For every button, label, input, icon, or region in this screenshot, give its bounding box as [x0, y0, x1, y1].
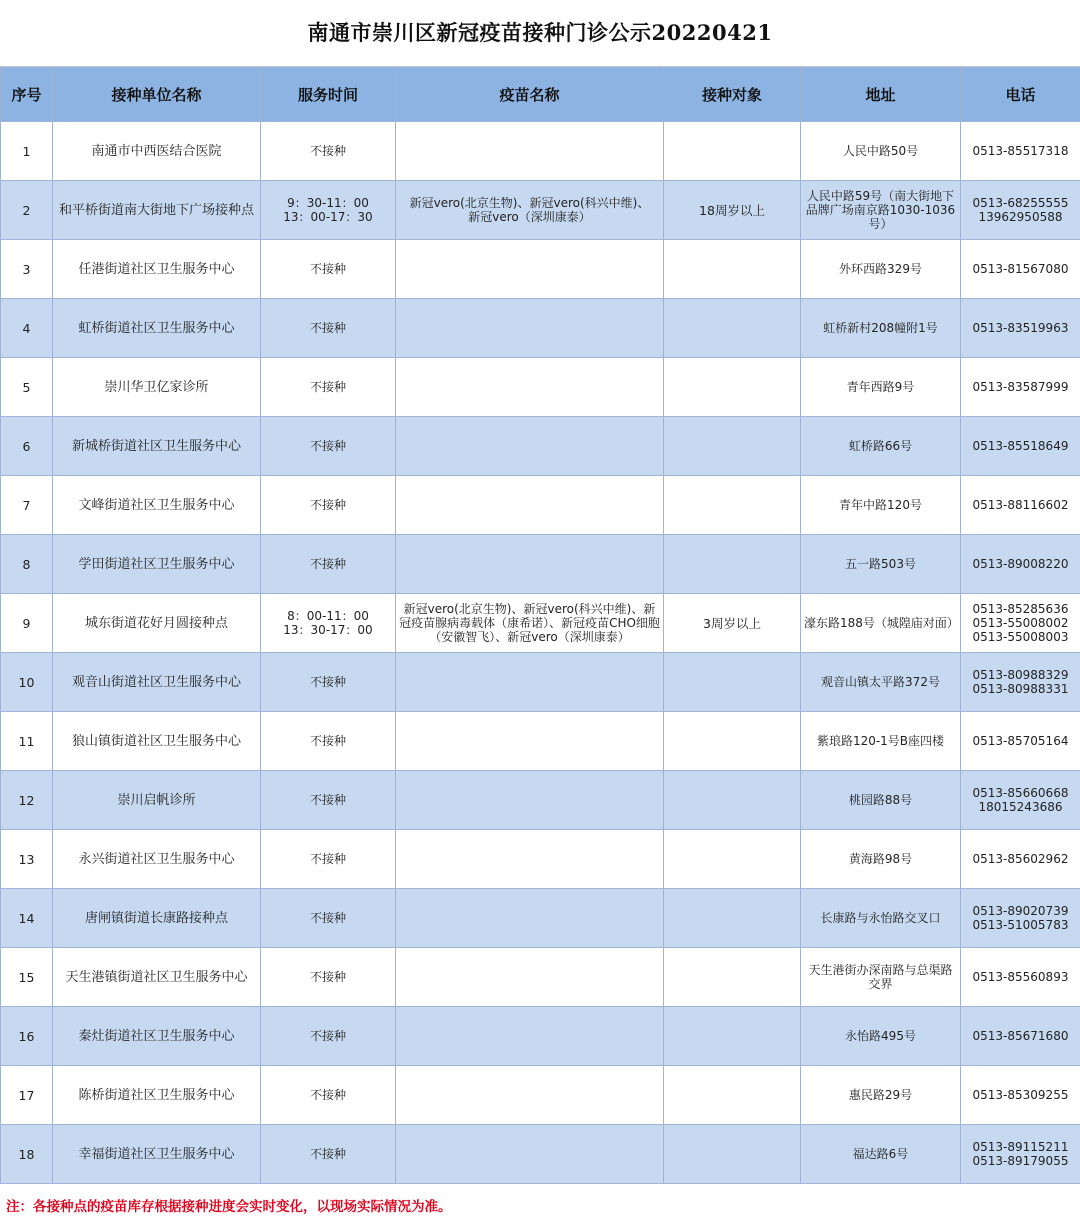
header-address: 地址 — [801, 68, 961, 122]
cell-clinic-name: 狼山镇街道社区卫生服务中心 — [53, 712, 261, 771]
cell-vaccine — [396, 653, 664, 712]
cell-address: 长康路与永怡路交叉口 — [801, 889, 961, 948]
cell-clinic-name: 观音山街道社区卫生服务中心 — [53, 653, 261, 712]
header-phone: 电话 — [961, 68, 1080, 122]
cell-address: 观音山镇太平路372号 — [801, 653, 961, 712]
cell-vaccine — [396, 712, 664, 771]
cell-target — [664, 653, 801, 712]
cell-service-time: 不接种 — [261, 358, 396, 417]
cell-address: 外环西路329号 — [801, 240, 961, 299]
cell-vaccine — [396, 476, 664, 535]
cell-vaccine — [396, 240, 664, 299]
cell-service-time: 不接种 — [261, 122, 396, 181]
cell-service-time: 不接种 — [261, 417, 396, 476]
clinic-table — [0, 67, 1080, 1184]
cell-address: 濠东路188号（城隍庙对面） — [801, 594, 961, 653]
header-name: 接种单位名称 — [53, 68, 261, 122]
table-row — [1, 358, 1080, 417]
cell-address: 人民中路59号（南大街地下品牌广场南京路1030-1036号） — [801, 181, 961, 240]
cell-clinic-name: 幸福街道社区卫生服务中心 — [53, 1125, 261, 1184]
cell-phone: 0513-85705164 — [961, 712, 1080, 771]
cell-address: 惠民路29号 — [801, 1066, 961, 1125]
table-row — [1, 1007, 1080, 1066]
cell-phone: 0513-89020739 0513-51005783 — [961, 889, 1080, 948]
cell-service-time: 不接种 — [261, 476, 396, 535]
cell-address: 青年中路120号 — [801, 476, 961, 535]
cell-vaccine — [396, 948, 664, 1007]
cell-clinic-name: 唐闸镇街道长康路接种点 — [53, 889, 261, 948]
cell-target — [664, 535, 801, 594]
cell-address: 天生港街办深南路与总渠路交界 — [801, 948, 961, 1007]
cell-clinic-name: 城东街道花好月圆接种点 — [53, 594, 261, 653]
cell-service-time: 不接种 — [261, 948, 396, 1007]
table-row — [1, 299, 1080, 358]
cell-clinic-name: 和平桥街道南大街地下广场接种点 — [53, 181, 261, 240]
cell-no: 12 — [1, 771, 53, 830]
cell-service-time: 不接种 — [261, 771, 396, 830]
cell-address: 虹桥新村208幢附1号 — [801, 299, 961, 358]
cell-no: 11 — [1, 712, 53, 771]
header-row — [1, 68, 1080, 122]
cell-no: 7 — [1, 476, 53, 535]
cell-target — [664, 299, 801, 358]
table-row — [1, 594, 1080, 653]
table-row — [1, 240, 1080, 299]
cell-no: 15 — [1, 948, 53, 1007]
cell-service-time: 不接种 — [261, 535, 396, 594]
cell-service-time: 不接种 — [261, 830, 396, 889]
cell-clinic-name: 永兴街道社区卫生服务中心 — [53, 830, 261, 889]
table-row — [1, 181, 1080, 240]
cell-clinic-name: 崇川华卫亿家诊所 — [53, 358, 261, 417]
cell-target — [664, 122, 801, 181]
cell-target — [664, 948, 801, 1007]
cell-target — [664, 1066, 801, 1125]
cell-clinic-name: 文峰街道社区卫生服务中心 — [53, 476, 261, 535]
cell-no: 2 — [1, 181, 53, 240]
cell-clinic-name: 陈桥街道社区卫生服务中心 — [53, 1066, 261, 1125]
cell-service-time: 不接种 — [261, 299, 396, 358]
cell-phone: 0513-88116602 — [961, 476, 1080, 535]
cell-phone: 0513-83519963 — [961, 299, 1080, 358]
cell-vaccine — [396, 535, 664, 594]
cell-vaccine — [396, 830, 664, 889]
cell-service-time: 8：00-11：00 13：30-17：00 — [261, 594, 396, 653]
cell-service-time: 不接种 — [261, 653, 396, 712]
cell-target — [664, 712, 801, 771]
cell-address: 五一路503号 — [801, 535, 961, 594]
cell-service-time: 不接种 — [261, 1125, 396, 1184]
cell-clinic-name: 新城桥街道社区卫生服务中心 — [53, 417, 261, 476]
header-no: 序号 — [1, 68, 53, 122]
cell-address: 永怡路495号 — [801, 1007, 961, 1066]
cell-phone: 0513-85671680 — [961, 1007, 1080, 1066]
cell-address: 黄海路98号 — [801, 830, 961, 889]
cell-address: 福达路6号 — [801, 1125, 961, 1184]
cell-no: 8 — [1, 535, 53, 594]
cell-no: 10 — [1, 653, 53, 712]
cell-address: 虹桥路66号 — [801, 417, 961, 476]
cell-target — [664, 1007, 801, 1066]
cell-address: 人民中路50号 — [801, 122, 961, 181]
cell-target — [664, 417, 801, 476]
cell-no: 9 — [1, 594, 53, 653]
cell-phone: 0513-85560893 — [961, 948, 1080, 1007]
table-row — [1, 122, 1080, 181]
cell-clinic-name: 秦灶街道社区卫生服务中心 — [53, 1007, 261, 1066]
cell-target — [664, 476, 801, 535]
cell-vaccine — [396, 299, 664, 358]
cell-clinic-name: 南通市中西医结合医院 — [53, 122, 261, 181]
cell-service-time: 不接种 — [261, 240, 396, 299]
table-row — [1, 1066, 1080, 1125]
cell-no: 14 — [1, 889, 53, 948]
cell-service-time: 不接种 — [261, 712, 396, 771]
cell-target — [664, 771, 801, 830]
cell-vaccine — [396, 417, 664, 476]
header-target: 接种对象 — [664, 68, 801, 122]
cell-clinic-name: 天生港镇街道社区卫生服务中心 — [53, 948, 261, 1007]
cell-vaccine — [396, 889, 664, 948]
cell-no: 13 — [1, 830, 53, 889]
cell-vaccine: 新冠vero(北京生物)、新冠vero(科兴中维)、新冠疫苗腺病毒载体（康希诺）、新冠疫苗CHO细胞（安徽智飞）、新冠vero（深圳康泰） — [396, 594, 664, 653]
cell-no: 4 — [1, 299, 53, 358]
cell-clinic-name: 任港街道社区卫生服务中心 — [53, 240, 261, 299]
cell-no: 6 — [1, 417, 53, 476]
cell-phone: 0513-83587999 — [961, 358, 1080, 417]
table-row — [1, 653, 1080, 712]
cell-target: 3周岁以上 — [664, 594, 801, 653]
cell-phone: 0513-80988329 0513-80988331 — [961, 653, 1080, 712]
cell-phone: 0513-89008220 — [961, 535, 1080, 594]
table-row — [1, 535, 1080, 594]
cell-address: 桃园路88号 — [801, 771, 961, 830]
cell-no: 3 — [1, 240, 53, 299]
cell-phone: 0513-81567080 — [961, 240, 1080, 299]
table-row — [1, 889, 1080, 948]
cell-service-time: 不接种 — [261, 889, 396, 948]
cell-target — [664, 889, 801, 948]
cell-phone: 0513-68255555 13962950588 — [961, 181, 1080, 240]
cell-clinic-name: 学田街道社区卫生服务中心 — [53, 535, 261, 594]
cell-phone: 0513-85660668 18015243686 — [961, 771, 1080, 830]
cell-service-time: 不接种 — [261, 1066, 396, 1125]
cell-no: 1 — [1, 122, 53, 181]
table-row — [1, 771, 1080, 830]
cell-vaccine — [396, 1007, 664, 1066]
cell-vaccine: 新冠vero(北京生物)、新冠vero(科兴中维)、 新冠vero（深圳康泰） — [396, 181, 664, 240]
cell-target — [664, 358, 801, 417]
cell-vaccine — [396, 771, 664, 830]
table-row — [1, 476, 1080, 535]
cell-service-time: 9：30-11：00 13：00-17：30 — [261, 181, 396, 240]
cell-phone: 0513-89115211 0513-89179055 — [961, 1125, 1080, 1184]
cell-vaccine — [396, 122, 664, 181]
header-vaccine: 疫苗名称 — [396, 68, 664, 122]
cell-service-time: 不接种 — [261, 1007, 396, 1066]
cell-no: 18 — [1, 1125, 53, 1184]
table-row — [1, 948, 1080, 1007]
cell-clinic-name: 崇川启帆诊所 — [53, 771, 261, 830]
cell-phone: 0513-85517318 — [961, 122, 1080, 181]
cell-address: 青年西路9号 — [801, 358, 961, 417]
cell-phone: 0513-85309255 — [961, 1066, 1080, 1125]
cell-no: 17 — [1, 1066, 53, 1125]
cell-no: 16 — [1, 1007, 53, 1066]
page-title: 南通市崇川区新冠疫苗接种门诊公示20220421 — [0, 0, 1080, 67]
cell-vaccine — [396, 1066, 664, 1125]
cell-vaccine — [396, 358, 664, 417]
cell-no: 5 — [1, 358, 53, 417]
table-row — [1, 1125, 1080, 1184]
cell-phone: 0513-85285636 0513-55008002 0513-55008003 — [961, 594, 1080, 653]
cell-vaccine — [396, 1125, 664, 1184]
footer-note: 注：各接种点的疫苗库存根据接种进度会实时变化，以现场实际情况为准。 — [0, 1184, 1080, 1230]
cell-target: 18周岁以上 — [664, 181, 801, 240]
cell-clinic-name: 虹桥街道社区卫生服务中心 — [53, 299, 261, 358]
cell-target — [664, 830, 801, 889]
cell-address: 紫琅路120-1号B座四楼 — [801, 712, 961, 771]
table-row — [1, 417, 1080, 476]
cell-phone: 0513-85602962 — [961, 830, 1080, 889]
cell-phone: 0513-85518649 — [961, 417, 1080, 476]
cell-target — [664, 240, 801, 299]
table-row — [1, 712, 1080, 771]
table-row — [1, 830, 1080, 889]
cell-target — [664, 1125, 801, 1184]
header-time: 服务时间 — [261, 68, 396, 122]
